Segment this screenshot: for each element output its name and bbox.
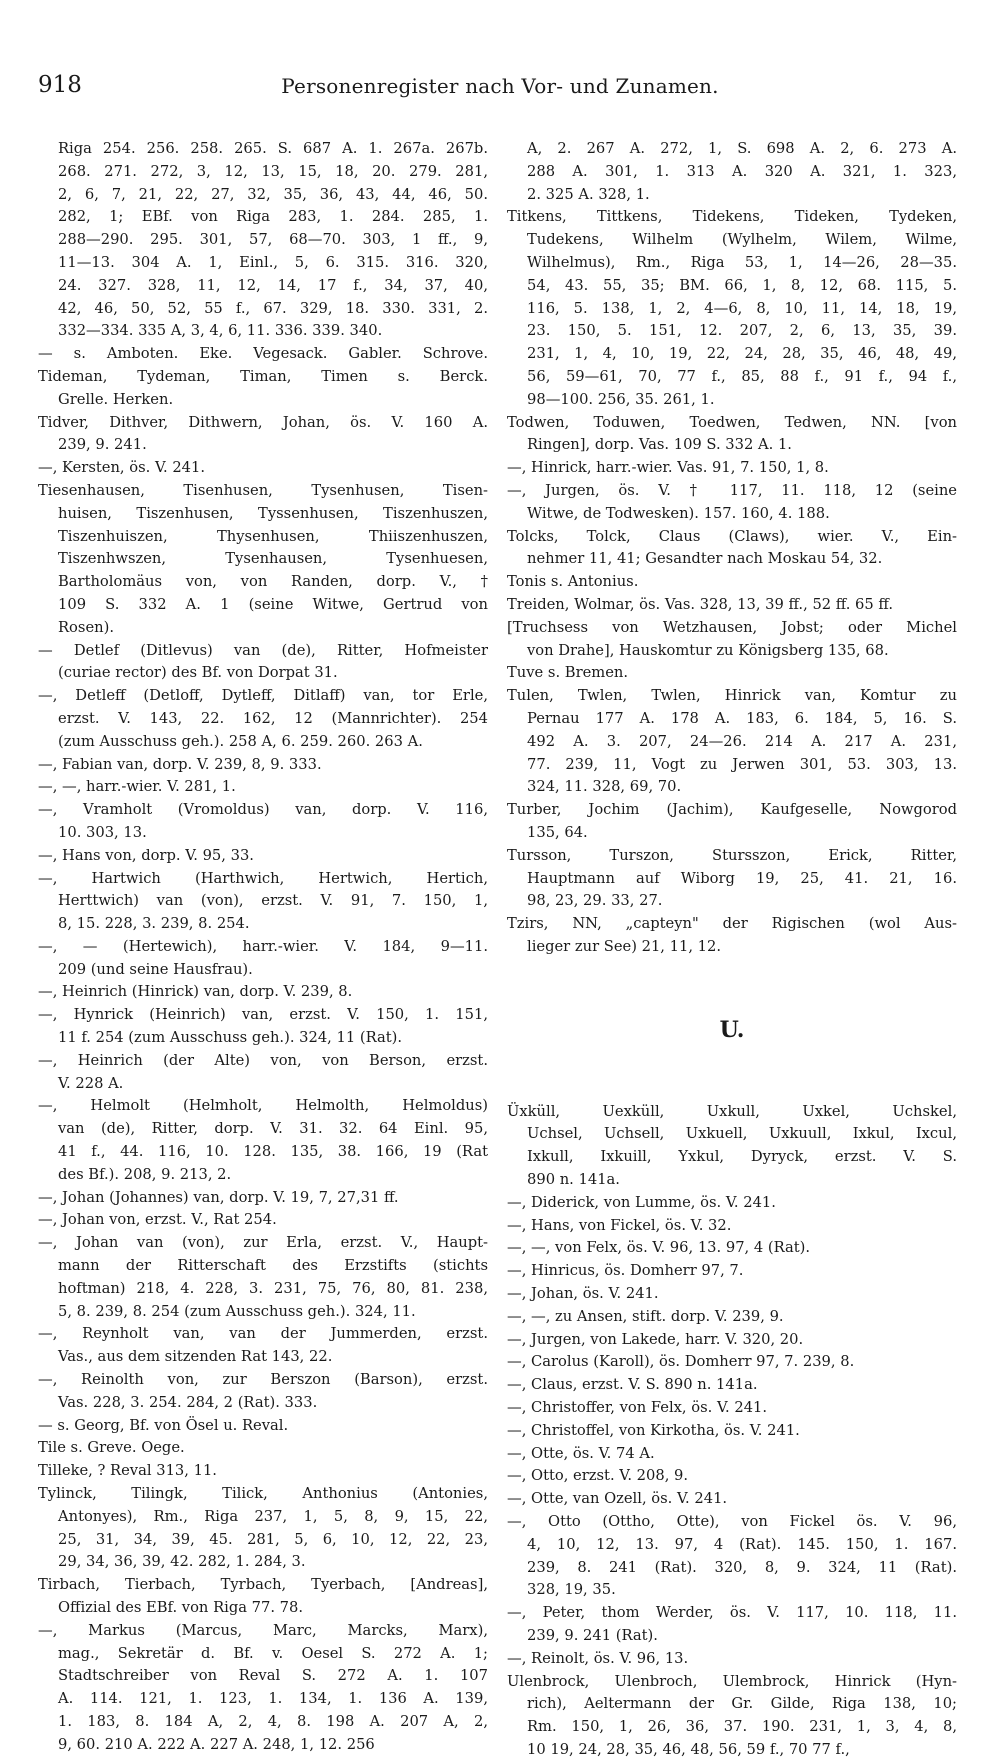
index-line: —, Otto, erzst. V. 208, 9. (507, 1467, 689, 1485)
index-line: Hauptmann auf Wiborg 19, 25, 41. 21, 16. (527, 869, 957, 887)
index-line: Tile s. Greve. Oege. (38, 1439, 185, 1457)
index-line: 890 n. 141a. (527, 1171, 620, 1189)
index-line: —, Vramholt (Vromoldus) van, dorp. V. 116, (38, 801, 488, 819)
index-line: —, —, harr.-wier. V. 281, 1. (38, 778, 236, 796)
index-line: —, Reinolth von, zur Berszon (Barson), erzst. (38, 1371, 488, 1389)
index-line: —, Otte, van Ozell, ös. V. 241. (507, 1490, 728, 1508)
index-line: Uchsel, Uchsell, Uxkuell, Uxkuull, Ixkul, Ixcul, (527, 1125, 957, 1143)
index-line: nehmer 11, 41; Gesandter nach Moskau 54, 32. (527, 550, 883, 568)
index-line: Witwe, de Todwesken). 157. 160, 4. 188. (527, 504, 830, 522)
index-line: 268. 271. 272, 3, 12, 13, 15, 18, 20. 279. 281, (58, 162, 488, 180)
index-line: 332—334. 335 A, 3, 4, 6, 11. 336. 339. 340. (58, 322, 383, 340)
index-line: 109 S. 332 A. 1 (seine Witwe, Gertrud von (58, 595, 488, 613)
index-line: Üxküll, Uexküll, Uxkull, Uxkel, Uchskel, (507, 1102, 957, 1120)
index-line: Treiden, Wolmar, ös. Vas. 328, 13, 39 ff., 52 ff. 65 ff. (507, 595, 893, 613)
index-line: Tzirs, NN, „capteyn" der Rigischen (wol Aus- (507, 915, 957, 933)
index-line: Tuve s. Bremen. (507, 664, 629, 682)
index-line: Vas., aus dem sitzenden Rat 143, 22. (58, 1348, 333, 1366)
index-line: Pernau 177 A. 178 A. 183, 6. 184, 5, 16. S. (527, 709, 957, 727)
index-line: Turber, Jochim (Jachim), Kaufgeselle, Nowgorod (507, 801, 957, 819)
index-line: 492 A. 3. 207, 24—26. 214 A. 217 A. 231, (527, 732, 957, 750)
index-line: Tiszenhwszen, Tysenhausen, Tysenhuesen, (58, 550, 488, 568)
index-line: —, —, zu Ansen, stift. dorp. V. 239, 9. (507, 1307, 784, 1325)
page-number: 918 (38, 72, 82, 98)
index-line: huisen, Tiszenhusen, Tyssenhusen, Tiszenhuszen, (58, 504, 488, 522)
index-line: Bartholomäus von, von Randen, dorp. V., † (58, 573, 488, 591)
index-line: von Drahe], Hauskomtur zu Königsberg 135, 68. (527, 641, 889, 659)
index-line: 77. 239, 11, Vogt zu Jerwen 301, 53. 303, 13. (527, 755, 957, 773)
index-line: 24. 327. 328, 11, 12, 14, 17 f., 34, 37, 40, (58, 276, 488, 294)
index-line: 239, 9. 241 (Rat). (527, 1627, 658, 1645)
index-line: —, Diderick, von Lumme, ös. V. 241. (507, 1193, 776, 1211)
index-line: 1. 183, 8. 184 A, 2, 4, 8. 198 A. 207 A, 2, (58, 1712, 488, 1730)
index-line: Tulen, Twlen, Twlen, Hinrick van, Komtur zu (507, 687, 957, 705)
index-line: 41 f., 44. 116, 10. 128. 135, 38. 166, 19 (Rat (58, 1143, 488, 1161)
index-line: 98—100. 256, 35. 261, 1. (527, 390, 715, 408)
index-line: 11—13. 304 A. 1, Einl., 5, 6. 315. 316. 320, (58, 253, 488, 271)
index-line: hoftman) 218, 4. 228, 3. 231, 75, 76, 80, 81. 238, (58, 1279, 488, 1297)
section-gap (507, 1049, 957, 1101)
index-line: —, Carolus (Karoll), ös. Domherr 97, 7. 239, 8. (507, 1353, 855, 1371)
index-line: —, Johan, ös. V. 241. (507, 1285, 659, 1303)
index-line: rich), Aeltermann der Gr. Gilde, Riga 138, 10; (527, 1695, 957, 1713)
index-line: 25, 31, 34, 39, 45. 281, 5, 6, 10, 12, 22, 23, (58, 1530, 488, 1548)
index-line: —, Hinrick, harr.-wier. Vas. 91, 7. 150, 1, 8. (507, 459, 829, 477)
index-line: Tideman, Tydeman, Timan, Timen s. Berck. (38, 367, 488, 385)
index-line: Tidver, Dithver, Dithwern, Johan, ös. V. 160 A. (38, 413, 488, 431)
index-line: —, — (Hertewich), harr.-wier. V. 184, 9—11. (38, 937, 488, 955)
index-line: van (de), Ritter, dorp. V. 31. 32. 64 Einl. 95, (58, 1120, 488, 1138)
left-column (38, 138, 488, 1757)
index-line: 98, 23, 29. 33, 27. (527, 892, 663, 910)
index-line: 135, 64. (527, 823, 588, 841)
index-line: 5, 8. 239, 8. 254 (zum Ausschuss geh.). 324, 11. (58, 1302, 416, 1320)
index-line: —, Heinrich (Hinrick) van, dorp. V. 239, 8. (38, 983, 353, 1001)
index-line: —, Hans von, dorp. V. 95, 33. (38, 846, 254, 864)
index-line: mann der Ritterschaft des Erzstifts (stichts (58, 1257, 488, 1275)
index-line: Tiszenhuiszen, Thysenhusen, Thiiszenhuszen, (58, 527, 488, 545)
index-line: A. 114. 121, 1. 123, 1. 134, 1. 136 A. 139, (58, 1690, 488, 1708)
right-column-u-entries (507, 1101, 957, 1762)
index-line: A, 2. 267 A. 272, 1, S. 698 A. 2, 6. 273 A. (527, 140, 957, 157)
index-line: —, Kersten, ös. V. 241. (38, 459, 206, 477)
index-line: 116, 5. 138, 1, 2, 4—6, 8, 10, 11, 14, 18, 19, (527, 299, 957, 317)
index-line: Grelle. Herken. (58, 390, 174, 408)
page-header (0, 72, 1000, 102)
index-line: — s. Amboten. Eke. Vegesack. Gabler. Schrove. (38, 345, 488, 363)
index-line: mag., Sekretär d. Bf. v. Oesel S. 272 A. 1; (58, 1644, 488, 1662)
index-line: Tilleke, ? Reval 313, 11. (38, 1462, 217, 1480)
index-line: Tursson, Turszon, Stursszon, Erick, Ritter, (507, 846, 957, 864)
index-line: 54, 43. 55, 35; BM. 66, 1, 8, 12, 68. 115, 5. (527, 276, 957, 294)
index-line: —, Claus, erzst. V. S. 890 n. 141a. (507, 1376, 758, 1394)
index-line: —, Heinrich (der Alte) von, von Berson, erzst. (38, 1051, 488, 1069)
index-line: 29, 34, 36, 39, 42. 282, 1. 284, 3. (58, 1553, 306, 1571)
index-line: —, Reynholt van, van der Jummerden, erzst. (38, 1325, 488, 1343)
index-line: des Bf.). 208, 9. 213, 2. (58, 1165, 232, 1183)
index-line: 239, 8. 241 (Rat). 320, 8, 9. 324, 11 (Rat). (527, 1558, 957, 1576)
right-column (507, 138, 957, 1762)
index-line: Rosen). (58, 618, 114, 636)
index-line: 23. 150, 5. 151, 12. 207, 2, 6, 13, 35, 39. (527, 322, 957, 340)
index-line: — Detlef (Ditlevus) van (de), Ritter, Hofmeister (38, 641, 488, 659)
index-line: Tiesenhausen, Tisenhusen, Tysenhusen, Tisen- (38, 481, 488, 499)
index-line: 8, 15. 228, 3. 239, 8. 254. (58, 915, 250, 933)
index-line: 324, 11. 328, 69, 70. (527, 778, 682, 796)
index-line: 328, 19, 35. (527, 1581, 616, 1599)
index-line: Tonis s. Antonius. (507, 573, 639, 591)
section-gap (507, 959, 957, 1011)
index-line: 2, 6, 7, 21, 22, 27, 32, 35, 36, 43, 44, 46, 50. (58, 185, 488, 203)
index-line: (curiae rector) des Bf. von Dorpat 31. (58, 664, 338, 682)
index-line: 42, 46, 50, 52, 55 f., 67. 329, 18. 330. 331, 2. (58, 299, 488, 317)
index-line: 10 19, 24, 28, 35, 46, 48, 56, 59 f., 70 77 f., (527, 1741, 850, 1758)
index-line: —, Christoffer, von Felx, ös. V. 241. (507, 1399, 768, 1417)
index-line: 10. 303, 13. (58, 823, 147, 841)
right-column-t-entries (507, 138, 957, 959)
index-line: —, Christoffel, von Kirkotha, ös. V. 241. (507, 1421, 800, 1439)
index-line: 2. 325 A. 328, 1. (527, 185, 650, 203)
index-line: 9, 60. 210 A. 222 A. 227 A. 248, 1, 12. 256 (58, 1735, 375, 1753)
index-line: —, Jurgen, ös. V. † 117, 11. 118, 12 (seine (507, 481, 957, 499)
index-line: erzst. V. 143, 22. 162, 12 (Mannrichter). 254 (58, 709, 488, 727)
index-line: —, Hynrick (Heinrich) van, erzst. V. 150, 1. 151, (38, 1006, 488, 1024)
index-line: Herttwich) van (von), erzst. V. 91, 7. 150, 1, (58, 892, 488, 910)
index-line: Todwen, Toduwen, Toedwen, Tedwen, NN. [von (507, 413, 957, 431)
index-line: 231, 1, 4, 10, 19, 22, 24, 28, 35, 46, 48, 49, (527, 345, 957, 363)
index-line: —, Hartwich (Harthwich, Hertwich, Hertich, (38, 869, 488, 887)
index-line: Tirbach, Tierbach, Tyrbach, Tyerbach, [Andreas], (38, 1576, 488, 1594)
index-line: —, Johan van (von), zur Erla, erzst. V., Haupt- (38, 1234, 488, 1252)
index-line: Offizial des EBf. von Riga 77. 78. (58, 1599, 304, 1616)
index-line: Ulenbrock, Ulenbroch, Ulembrock, Hinrick (Hyn- (507, 1672, 957, 1690)
index-line: — s. Georg, Bf. von Ösel u. Reval. (38, 1416, 289, 1434)
index-line: —, Hans, von Fickel, ös. V. 32. (507, 1216, 732, 1234)
index-line: 282, 1; EBf. von Riga 283, 1. 284. 285, 1. (58, 208, 488, 226)
index-line: —, Peter, thom Werder, ös. V. 117, 10. 118, 11. (507, 1604, 957, 1622)
index-line: —, Fabian van, dorp. V. 239, 8, 9. 333. (38, 755, 322, 773)
index-line: —, Otte, ös. V. 74 A. (507, 1444, 655, 1462)
index-line: Stadtschreiber von Reval S. 272 A. 1. 107 (58, 1667, 488, 1685)
index-line: —, Reinolt, ös. V. 96, 13. (507, 1649, 689, 1667)
index-line: Vas. 228, 3. 254. 284, 2 (Rat). 333. (58, 1393, 318, 1411)
index-line: —, Johan (Johannes) van, dorp. V. 19, 7, 27,31 ff. (38, 1188, 399, 1206)
index-line: Tylinck, Tilingk, Tilick, Anthonius (Antonies, (38, 1485, 488, 1503)
index-line: Rm. 150, 1, 26, 36, 37. 190. 231, 1, 3, 4, 8, (527, 1718, 957, 1736)
index-line: Ixkull, Ixkuill, Yxkul, Dyryck, erzst. V. S. (527, 1148, 957, 1166)
index-line: 56, 59—61, 70, 77 f., 85, 88 f., 91 f., 94 f., (527, 367, 957, 385)
index-line: —, Otto (Ottho, Otte), von Fickel ös. V. 96, (507, 1513, 957, 1531)
index-line: —, —, von Felx, ös. V. 96, 13. 97, 4 (Rat). (507, 1239, 811, 1257)
index-line: 239, 9. 241. (58, 436, 147, 454)
index-line: Antonyes), Rm., Riga 237, 1, 5, 8, 9, 15, 22, (58, 1507, 488, 1525)
index-line: V. 228 A. (58, 1074, 124, 1092)
index-line: [Truchsess von Wetzhausen, Jobst; oder Michel (507, 618, 957, 636)
index-line: —, Hinricus, ös. Domherr 97, 7. (507, 1262, 744, 1280)
index-line: lieger zur See) 21, 11, 12. (527, 937, 722, 955)
index-line: —, Markus (Marcus, Marc, Marcks, Marx), (38, 1621, 488, 1639)
index-line: —, Jurgen, von Lakede, harr. V. 320, 20. (507, 1330, 804, 1348)
index-line: Ringen], dorp. Vas. 109 S. 332 A. 1. (527, 436, 792, 454)
section-heading-u: U. (719, 1016, 745, 1043)
index-line: 209 (und seine Hausfrau). (58, 960, 253, 978)
index-line: 288 A. 301, 1. 313 A. 320 A. 321, 1. 323, (527, 162, 957, 180)
index-line: Titkens, Tittkens, Tidekens, Tideken, Tydeken, (507, 208, 957, 226)
index-line: —, Johan von, erzst. V., Rat 254. (38, 1211, 277, 1229)
index-line: Riga 254. 256. 258. 265. S. 687 A. 1. 267a. 267b. (58, 140, 488, 157)
index-line: Wilhelmus), Rm., Riga 53, 1, 14—26, 28—35. (527, 253, 957, 271)
index-line: Tolcks, Tolck, Claus (Claws), wier. V., Ein- (507, 527, 957, 545)
index-line: (zum Ausschuss geh.). 258 A, 6. 259. 260. 263 A. (58, 732, 423, 750)
index-line: 4, 10, 12, 13. 97, 4 (Rat). 145. 150, 1. 167. (527, 1535, 957, 1553)
index-line: Tudekens, Wilhelm (Wylhelm, Wilem, Wilme, (527, 231, 957, 249)
index-line: 11 f. 254 (zum Ausschuss geh.). 324, 11 (Rat). (58, 1029, 403, 1047)
running-title: Personenregister nach Vor- und Zunamen. (281, 74, 719, 98)
index-line: —, Detleff (Detloff, Dytleff, Ditlaff) van, tor Erle, (38, 687, 488, 705)
index-line: 288—290. 295. 301, 57, 68—70. 303, 1 ff., 9, (58, 231, 488, 249)
index-line: —, Helmolt (Helmholt, Helmolth, Helmoldus) (38, 1097, 488, 1115)
